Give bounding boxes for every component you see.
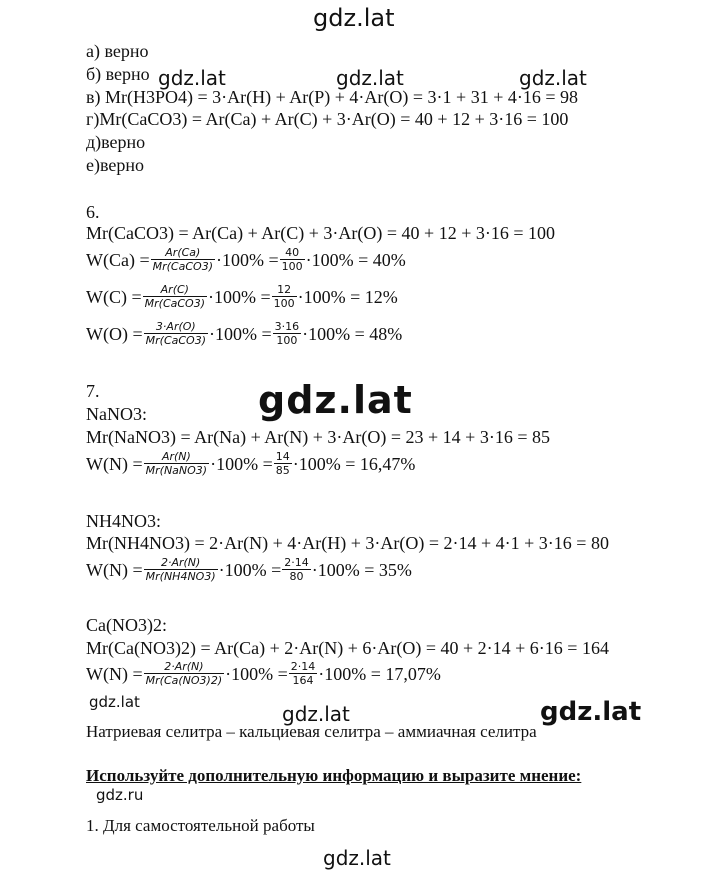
watermark-top: gdz.lat <box>313 4 395 32</box>
fraction: $\frac{12}{100}$ <box>273 283 295 310</box>
formula-rhs: ·100% = 48% <box>302 323 403 344</box>
conclusion: Натриевая селитра – кальциевая селитра – аммиачная селитра <box>86 722 537 741</box>
answer-e: е)верно <box>86 155 144 175</box>
fraction: $\frac{Ar(N)}{\text{Mr(NaNO3)}}$ <box>145 450 208 477</box>
fraction: $\frac{14}{85}$ <box>275 450 290 477</box>
formula-mid: ·100% = <box>208 286 271 307</box>
watermark-small: gdz.lat <box>89 693 140 711</box>
fraction: $\frac{2\cdot Ar(N)}{Mr(NH4NO3)}$ <box>145 556 216 583</box>
fraction: $\frac{2\cdot Ar(N)}{Mr(Ca(NO3)2)}$ <box>145 660 223 687</box>
formula-lhs: W(N) = <box>86 453 143 474</box>
answer-a: а) верно <box>86 41 149 61</box>
formula-lhs: W(Ca) = <box>86 249 150 270</box>
task-number: 6. <box>86 202 100 222</box>
formula-lhs: W(N) = <box>86 663 143 684</box>
formula-mid: ·100% = <box>218 559 282 580</box>
fraction: $\frac{2\cdot 14}{164}$ <box>290 660 316 687</box>
watermark-ru: gdz.ru <box>96 786 144 804</box>
formula-rhs: ·100% = 12% <box>297 286 398 307</box>
answer-g: г)Mr(CaCO3) = Ar(Ca) + Ar(C) + 3·Ar(O) = 40 + 12 + 3·16 = 100 <box>86 109 569 129</box>
substance-name: Ca(NO3)2: <box>86 615 167 635</box>
watermark-large: gdz.lat <box>540 697 642 727</box>
answer-b: б) верно <box>86 64 150 84</box>
watermark-large: gdz.lat <box>258 378 413 422</box>
formula-mid: ·100% = <box>209 323 272 344</box>
molar-mass-line: Mr(NH4NO3) = 2·Ar(N) + 4·Ar(H) + 3·Ar(O) = 2·14 + 4·1 + 3·16 = 80 <box>86 533 609 553</box>
substance-name: NaNO3: <box>86 404 147 424</box>
molar-mass-line: Mr(CaCO3) = Ar(Ca) + Ar(C) + 3·Ar(O) = 40 + 12 + 3·16 = 100 <box>86 223 555 243</box>
section-heading: Используйте дополнительную информацию и выразите мнение: <box>86 766 582 785</box>
formula-lhs: W(N) = <box>86 559 143 580</box>
mass-fraction-n <box>86 450 415 477</box>
fraction: $\frac{40}{100}$ <box>281 246 303 273</box>
formula-rhs: ·100% = 17,07% <box>318 663 441 684</box>
formula-mid: ·100% = <box>215 249 279 270</box>
formula-rhs: ·100% = 16,47% <box>292 453 416 474</box>
watermark-bottom: gdz.lat <box>323 846 391 870</box>
fraction: $\frac{Ar(C)}{\text{Mr(CaCO3)}}$ <box>144 283 205 310</box>
answer-d: д)верно <box>86 132 146 152</box>
formula-mid: ·100% = <box>225 663 288 684</box>
watermark: gdz.lat <box>336 66 404 90</box>
formula-lhs: W(O) = <box>86 323 143 344</box>
formula-lhs: W(C) = <box>86 286 142 307</box>
mass-fraction-n <box>86 660 441 687</box>
molar-mass-line: Mr(Ca(NO3)2) = Ar(Ca) + 2·Ar(N) + 6·Ar(O) = 40 + 2·14 + 6·16 = 164 <box>86 638 609 658</box>
substance-name: NH4NO3: <box>86 511 161 531</box>
mass-fraction-c <box>86 283 398 310</box>
fraction: $\frac{3\cdot Ar(O)}{\text{Mr(CaCO3)}}$ <box>145 320 206 347</box>
mass-fraction-ca <box>86 246 406 273</box>
answer-v: в) Mr(H3PO4) = 3·Ar(H) + Ar(P) + 4·Ar(O) = 3·1 + 31 + 4·16 = 98 <box>86 87 578 107</box>
fraction: $\frac{3\cdot 16}{100}$ <box>274 320 300 347</box>
watermark: gdz.lat <box>282 702 350 726</box>
watermark: gdz.lat <box>519 66 587 90</box>
fraction: $\frac{2\cdot 14}{80}$ <box>284 556 309 583</box>
molar-mass-line: Mr(NaNO3) = Ar(Na) + Ar(N) + 3·Ar(O) = 23 + 14 + 3·16 = 85 <box>86 427 550 447</box>
watermark: gdz.lat <box>158 66 226 90</box>
fraction: $\frac{Ar(Ca)}{\text{Mr(CaCO3)}}$ <box>152 246 213 273</box>
section-item: 1. Для самостоятельной работы <box>86 816 315 835</box>
formula-rhs: ·100% = 35% <box>311 559 412 580</box>
task-number: 7. <box>86 381 100 401</box>
formula-rhs: ·100% = 40% <box>305 249 406 270</box>
mass-fraction-n <box>86 556 412 583</box>
mass-fraction-o <box>86 320 402 347</box>
formula-mid: ·100% = <box>210 453 273 474</box>
